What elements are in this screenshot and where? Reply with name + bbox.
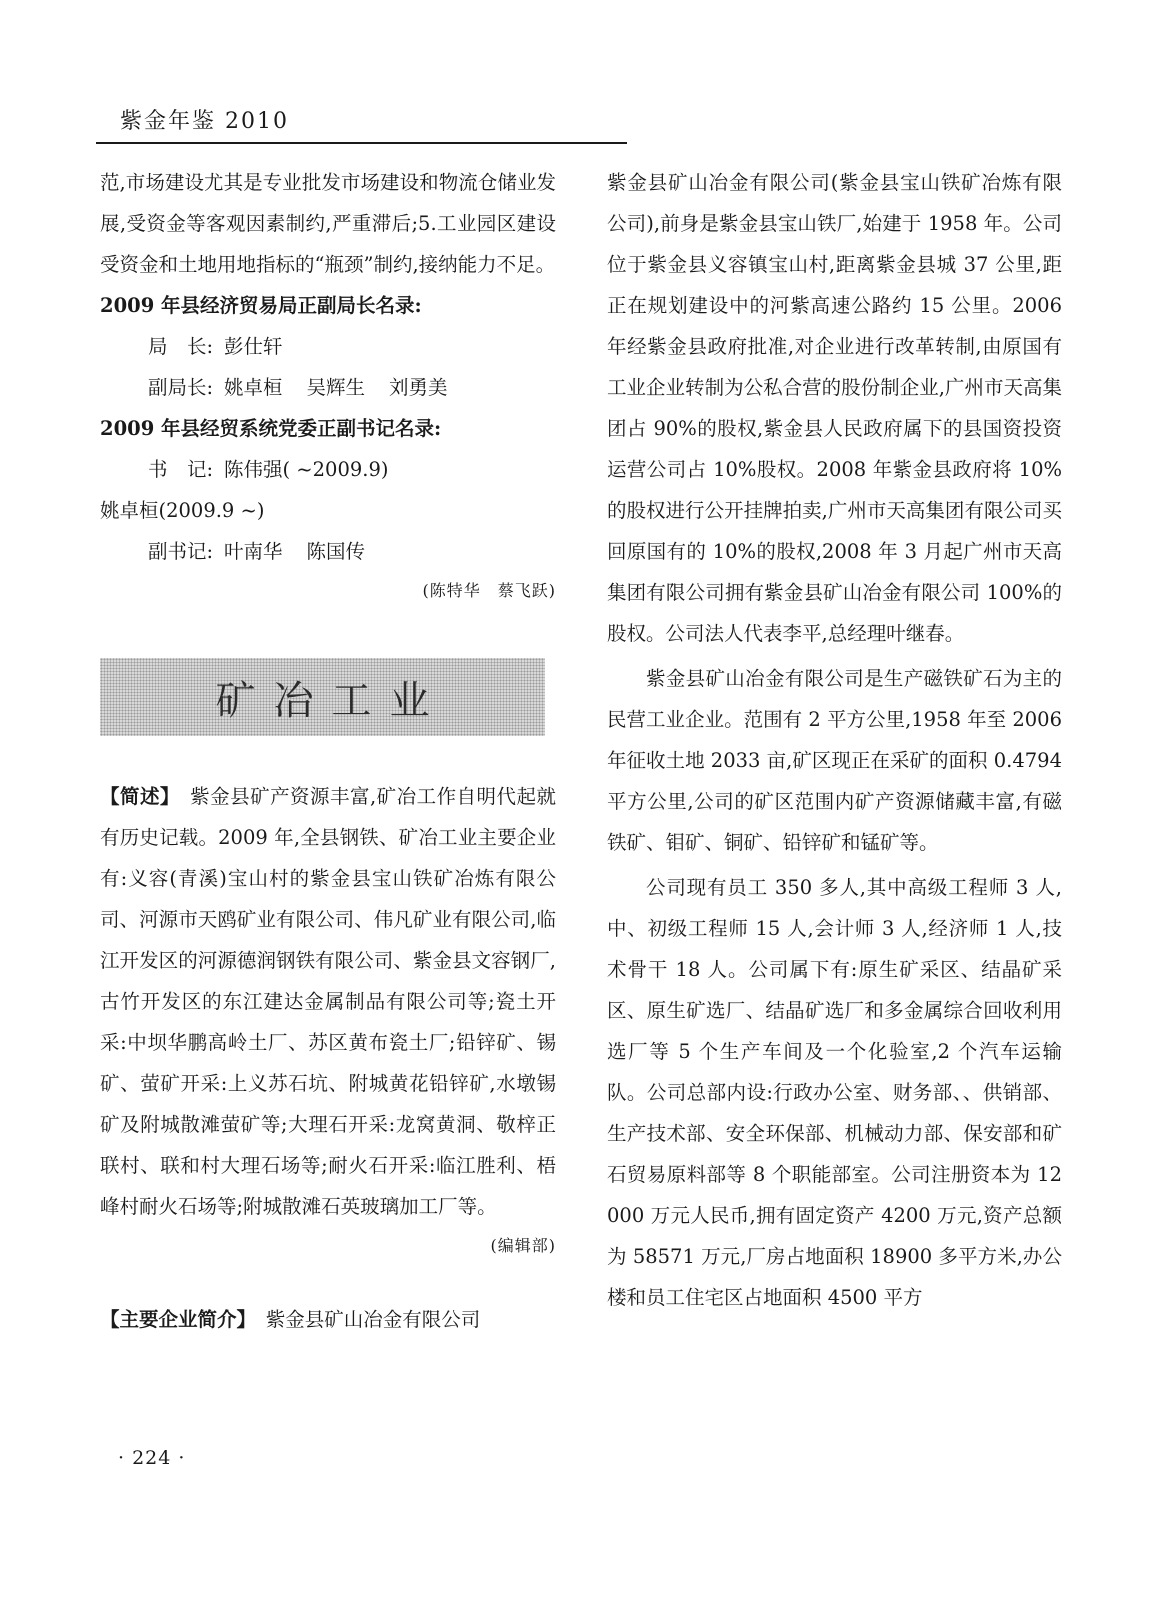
paragraph: 范,市场建设尤其是专业批发市场建设和物流仓储业发展,受资金等客观因素制约,严重滞后;5.工业园区建设受资金和土地用地指标的“瓶颈”制约,接纳能力不足。 <box>100 171 556 276</box>
roster-name: 姚卓桓(2009.9 ~) <box>100 499 265 522</box>
author-signature: (编辑部) <box>490 1236 556 1255</box>
roster-line <box>100 367 556 408</box>
summary-tag: 【简述】 <box>100 785 171 808</box>
intro-tag: 【主要企业简介】 <box>100 1308 247 1331</box>
roster-name: 陈国传 <box>306 540 366 563</box>
roster-role: 副局长: <box>148 376 214 399</box>
roster-name: 刘勇美 <box>389 376 448 399</box>
left-column <box>100 162 556 1340</box>
roster-name: 彭仕轩 <box>224 335 283 358</box>
roster-name: 姚卓桓 <box>224 376 283 399</box>
roster-title: 2009 年县经济贸易局正副局长名录: <box>100 294 422 317</box>
roster-role: 局 长: <box>148 335 214 358</box>
paragraph: 紫金县矿山冶金有限公司是生产磁铁矿石为主的民营工业企业。范围有 2 平方公里,1958 年至 2006 年征收土地 2033 亩,矿区现正在采矿的面积 0.4794 平方公里,公司的矿区范围内矿产资源储藏丰富,有磁铁矿、钼矿、铜矿、铅锌矿和锰矿等。 <box>607 667 1062 854</box>
section-banner <box>100 658 545 736</box>
summary-paragraph <box>100 776 556 1227</box>
intro-paragraph <box>100 1299 556 1340</box>
roster-line <box>100 449 556 490</box>
author-signature: (陈特华 蔡飞跃) <box>422 581 556 600</box>
roster-role: 副书记: <box>148 540 214 563</box>
page-number: · 224 · <box>118 1447 186 1469</box>
roster-line <box>100 531 556 572</box>
paragraph: 紫金县矿山冶金有限公司(紫金县宝山铁矿冶炼有限公司),前身是紫金县宝山铁厂,始建于 1958 年。公司位于紫金县义容镇宝山村,距离紫金县城 37 公里,距正在规划建设中的河紫高速公路约 15 公里。2006 年经紫金县政府批准,对企业进行改革转制,由原国有工业企业转制为公私合营的股份制企业,广州市天高集团占 90%的股权,紫金县人民政府属下的县国资投资运营公司占 10%股权。2008 年紫金县政府将 10%的股权进行公开挂牌拍卖,广州市天高集团有限公司买回原国有的 10%的股权,2008 年 3 月起广州市天高集团有限公司拥有紫金县矿山冶金有限公司 100%的股权。公司法人代表李平,总经理叶继春。 <box>607 171 1062 645</box>
right-column <box>607 162 1062 1318</box>
paragraph: 公司现有员工 350 多人,其中高级工程师 3 人,中、初级工程师 15 人,会计师 3 人,经济师 1 人,技术骨干 18 人。公司属下有:原生矿采区、结晶矿采区、原生矿选厂、结晶矿选厂和多金属综合回收利用选厂等 5 个生产车间及一个化验室,2 个汽车运输队。公司总部内设:行政办公室、财务部、、供销部、生产技术部、安全环保部、机械动力部、保安部和矿石贸易原料部等 8 个职能部室。公司注册资本为 12000 万元人民币,拥有固定资产 4200 万元,资产总额为 58571 万元,厂房占地面积 18900 多平方米,办公楼和员工住宅区占地面积 4500 平方 <box>607 876 1062 1309</box>
roster-title: 2009 年县经贸系统党委正副书记名录: <box>100 417 442 440</box>
roster-name: 陈伟强( ~2009.9) <box>224 458 389 481</box>
intro-text: 紫金县矿山冶金有限公司 <box>265 1308 481 1331</box>
roster-name: 吴辉生 <box>306 376 366 399</box>
roster-line <box>100 326 556 367</box>
section-title: 矿冶工业 <box>215 677 448 724</box>
summary-text: 紫金县矿产资源丰富,矿冶工作自明代起就有历史记载。2009 年,全县钢铁、矿冶工业主要企业有:义容(青溪)宝山村的紫金县宝山铁矿冶炼有限公司、河源市天鸥矿业有限公司、伟凡矿业有限公司,临江开发区的河源德润钢铁有限公司、紫金县文容钢厂,古竹开发区的东江建达金属制品有限公司等;瓷土开采:中坝华鹏高岭土厂、苏区黄布瓷土厂;铅锌矿、锡矿、萤矿开采:上义苏石坑、附城黄花铅锌矿,水墩锡矿及附城散滩萤矿等;大理石开采:龙窝黄洞、敬梓正联村、联和村大理石场等;耐火石开采:临江胜利、梧峰村耐火石场等;附城散滩石英玻璃加工厂等。 <box>100 785 556 1218</box>
roster-role: 书 记: <box>148 458 214 481</box>
roster-name: 叶南华 <box>224 540 283 563</box>
roster-line <box>100 490 556 531</box>
header-rule <box>96 142 627 144</box>
running-header: 紫金年鉴 2010 <box>120 109 289 134</box>
